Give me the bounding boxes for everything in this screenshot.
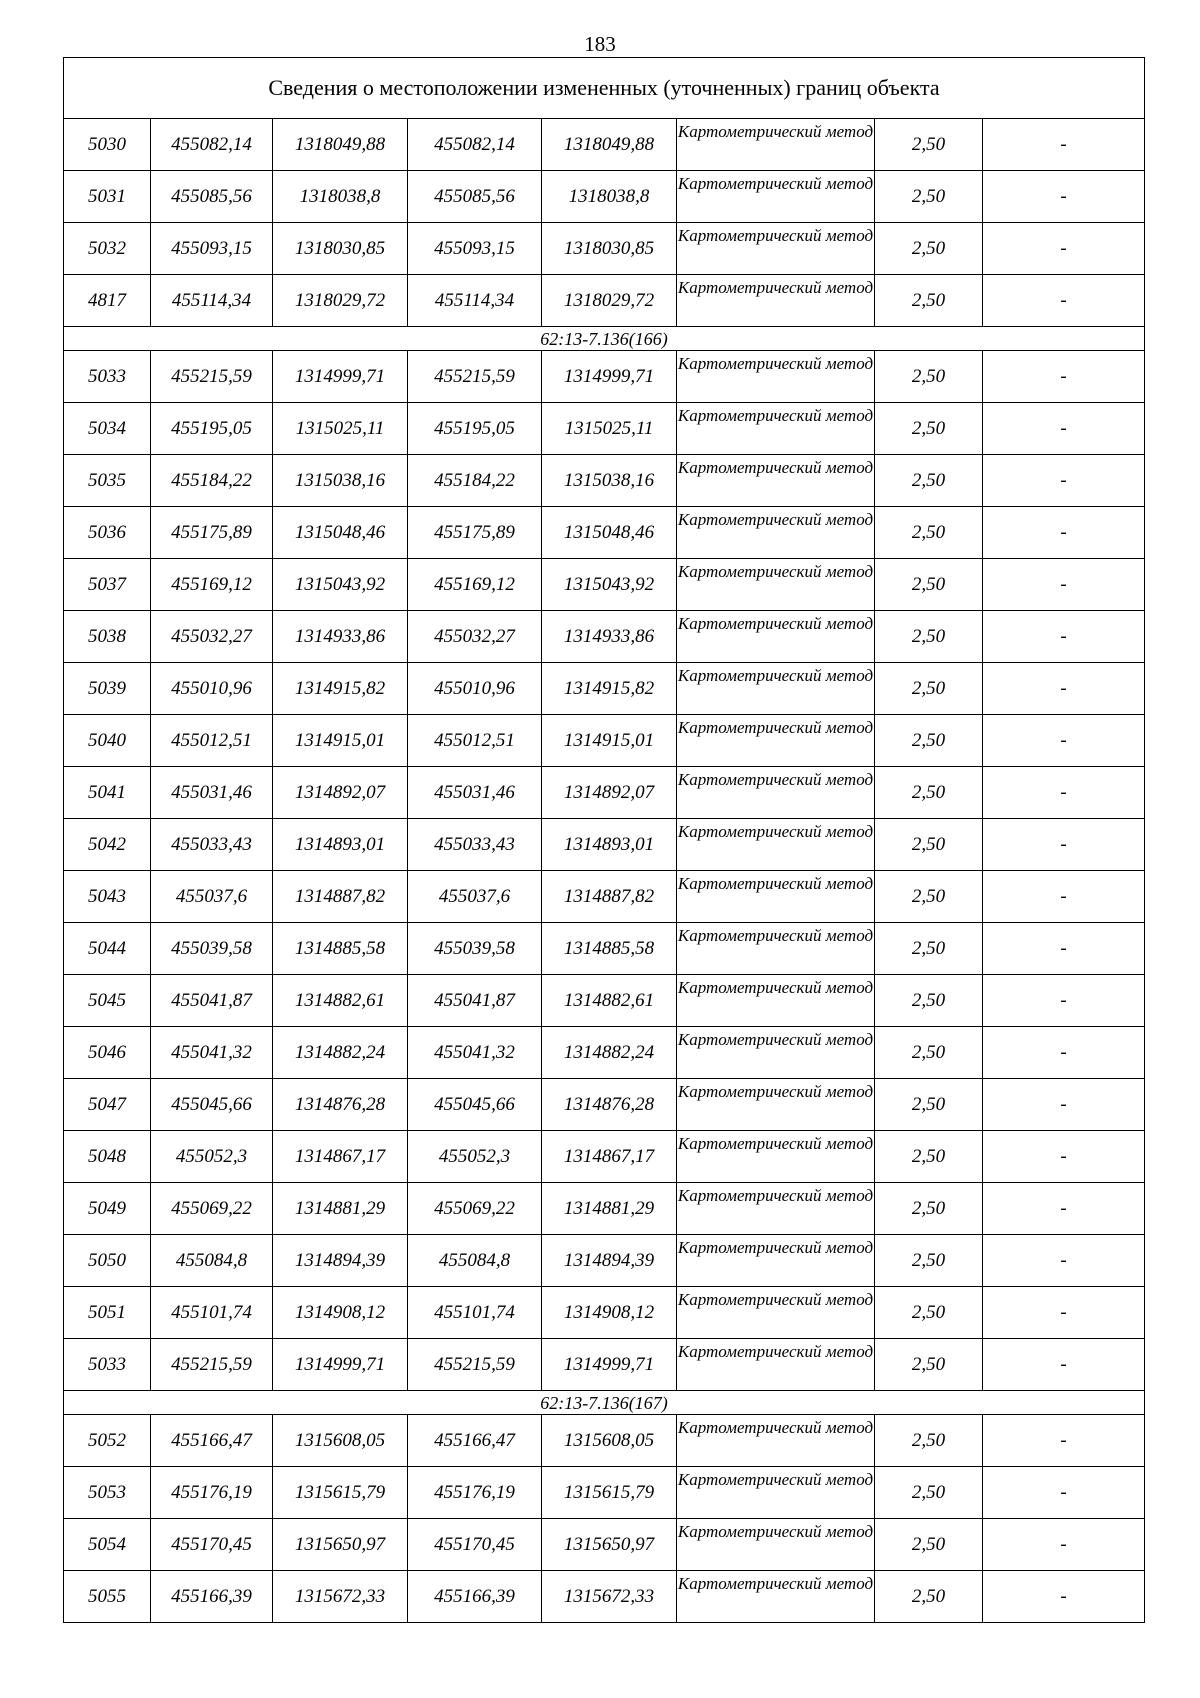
x-new-cell: 455169,12	[408, 559, 542, 611]
table-row	[64, 611, 1145, 663]
x-new-cell: 455084,8	[408, 1235, 542, 1287]
x-new-cell: 455166,47	[408, 1415, 542, 1467]
accuracy-cell: 2,50	[875, 1415, 983, 1467]
point-number-cell: 5051	[64, 1287, 151, 1339]
accuracy-cell: 2,50	[875, 1027, 983, 1079]
accuracy-cell: 2,50	[875, 1079, 983, 1131]
y-old-cell: 1314915,82	[273, 663, 408, 715]
note-cell: -	[983, 119, 1145, 171]
method-cell: Картометрический метод	[677, 663, 875, 715]
y-old-cell: 1315650,97	[273, 1519, 408, 1571]
note-cell: -	[983, 559, 1145, 611]
method-cell: Картометрический метод	[677, 1079, 875, 1131]
point-number-cell: 5038	[64, 611, 151, 663]
point-number-cell: 4817	[64, 275, 151, 327]
note-cell: -	[983, 1467, 1145, 1519]
point-number-cell: 5041	[64, 767, 151, 819]
note-cell: -	[983, 1339, 1145, 1391]
accuracy-cell: 2,50	[875, 275, 983, 327]
table-row	[64, 975, 1145, 1027]
point-number-cell: 5040	[64, 715, 151, 767]
point-number-cell: 5033	[64, 351, 151, 403]
method-cell: Картометрический метод	[677, 1027, 875, 1079]
method-cell: Картометрический метод	[677, 223, 875, 275]
method-cell: Картометрический метод	[677, 611, 875, 663]
section-row	[64, 327, 1145, 351]
point-number-cell: 5035	[64, 455, 151, 507]
note-cell: -	[983, 975, 1145, 1027]
method-cell: Картометрический метод	[677, 351, 875, 403]
table-row	[64, 455, 1145, 507]
x-new-cell: 455041,32	[408, 1027, 542, 1079]
point-number-cell: 5031	[64, 171, 151, 223]
table-row	[64, 923, 1145, 975]
x-new-cell: 455082,14	[408, 119, 542, 171]
table-row	[64, 715, 1145, 767]
section-row	[64, 1391, 1145, 1415]
x-old-cell: 455166,47	[151, 1415, 273, 1467]
note-cell: -	[983, 455, 1145, 507]
accuracy-cell: 2,50	[875, 1519, 983, 1571]
y-old-cell: 1318038,8	[273, 171, 408, 223]
y-new-cell: 1318029,72	[542, 275, 677, 327]
table-body	[64, 58, 1145, 1623]
x-new-cell: 455175,89	[408, 507, 542, 559]
note-cell: -	[983, 351, 1145, 403]
y-new-cell: 1315038,16	[542, 455, 677, 507]
x-old-cell: 455175,89	[151, 507, 273, 559]
x-old-cell: 455084,8	[151, 1235, 273, 1287]
method-cell: Картометрический метод	[677, 1415, 875, 1467]
x-old-cell: 455010,96	[151, 663, 273, 715]
method-cell: Картометрический метод	[677, 923, 875, 975]
x-new-cell: 455045,66	[408, 1079, 542, 1131]
accuracy-cell: 2,50	[875, 1235, 983, 1287]
x-old-cell: 455195,05	[151, 403, 273, 455]
table-row	[64, 403, 1145, 455]
note-cell: -	[983, 403, 1145, 455]
coordinates-sheet	[63, 57, 1144, 1623]
accuracy-cell: 2,50	[875, 171, 983, 223]
x-old-cell: 455041,32	[151, 1027, 273, 1079]
accuracy-cell: 2,50	[875, 1467, 983, 1519]
y-new-cell: 1314894,39	[542, 1235, 677, 1287]
x-new-cell: 455215,59	[408, 1339, 542, 1391]
boundary-points-table	[63, 57, 1145, 1623]
accuracy-cell: 2,50	[875, 715, 983, 767]
y-new-cell: 1315608,05	[542, 1415, 677, 1467]
y-new-cell: 1314887,82	[542, 871, 677, 923]
note-cell: -	[983, 1027, 1145, 1079]
x-old-cell: 455045,66	[151, 1079, 273, 1131]
table-row	[64, 1467, 1145, 1519]
y-new-cell: 1314915,82	[542, 663, 677, 715]
point-number-cell: 5039	[64, 663, 151, 715]
y-new-cell: 1314882,61	[542, 975, 677, 1027]
accuracy-cell: 2,50	[875, 559, 983, 611]
table-title: Сведения о местоположении измененных (уточненных) границ объекта	[64, 58, 1145, 119]
method-cell: Картометрический метод	[677, 275, 875, 327]
y-old-cell: 1314999,71	[273, 1339, 408, 1391]
note-cell: -	[983, 871, 1145, 923]
x-old-cell: 455041,87	[151, 975, 273, 1027]
x-old-cell: 455093,15	[151, 223, 273, 275]
accuracy-cell: 2,50	[875, 1287, 983, 1339]
y-new-cell: 1315615,79	[542, 1467, 677, 1519]
point-number-cell: 5043	[64, 871, 151, 923]
accuracy-cell: 2,50	[875, 403, 983, 455]
point-number-cell: 5036	[64, 507, 151, 559]
y-old-cell: 1314876,28	[273, 1079, 408, 1131]
x-old-cell: 455166,39	[151, 1571, 273, 1623]
y-old-cell: 1314887,82	[273, 871, 408, 923]
y-new-cell: 1318038,8	[542, 171, 677, 223]
point-number-cell: 5053	[64, 1467, 151, 1519]
x-new-cell: 455039,58	[408, 923, 542, 975]
x-old-cell: 455033,43	[151, 819, 273, 871]
note-cell: -	[983, 1235, 1145, 1287]
x-new-cell: 455033,43	[408, 819, 542, 871]
y-new-cell: 1314892,07	[542, 767, 677, 819]
x-new-cell: 455093,15	[408, 223, 542, 275]
accuracy-cell: 2,50	[875, 507, 983, 559]
note-cell: -	[983, 507, 1145, 559]
y-old-cell: 1314894,39	[273, 1235, 408, 1287]
point-number-cell: 5032	[64, 223, 151, 275]
y-new-cell: 1318030,85	[542, 223, 677, 275]
y-new-cell: 1314867,17	[542, 1131, 677, 1183]
method-cell: Картометрический метод	[677, 403, 875, 455]
x-new-cell: 455176,19	[408, 1467, 542, 1519]
accuracy-cell: 2,50	[875, 923, 983, 975]
y-new-cell: 1314885,58	[542, 923, 677, 975]
method-cell: Картометрический метод	[677, 455, 875, 507]
section-label: 62:13-7.136(166)	[64, 327, 1145, 351]
table-row	[64, 1027, 1145, 1079]
note-cell: -	[983, 715, 1145, 767]
y-old-cell: 1315608,05	[273, 1415, 408, 1467]
x-new-cell: 455170,45	[408, 1519, 542, 1571]
table-row	[64, 1339, 1145, 1391]
note-cell: -	[983, 275, 1145, 327]
y-old-cell: 1314893,01	[273, 819, 408, 871]
point-number-cell: 5046	[64, 1027, 151, 1079]
accuracy-cell: 2,50	[875, 1183, 983, 1235]
y-new-cell: 1314999,71	[542, 1339, 677, 1391]
y-old-cell: 1315038,16	[273, 455, 408, 507]
accuracy-cell: 2,50	[875, 819, 983, 871]
point-number-cell: 5044	[64, 923, 151, 975]
note-cell: -	[983, 663, 1145, 715]
note-cell: -	[983, 223, 1145, 275]
x-old-cell: 455101,74	[151, 1287, 273, 1339]
note-cell: -	[983, 1183, 1145, 1235]
y-old-cell: 1315048,46	[273, 507, 408, 559]
x-new-cell: 455184,22	[408, 455, 542, 507]
point-number-cell: 5030	[64, 119, 151, 171]
table-row	[64, 1415, 1145, 1467]
accuracy-cell: 2,50	[875, 1131, 983, 1183]
table-row	[64, 1079, 1145, 1131]
note-cell: -	[983, 171, 1145, 223]
x-new-cell: 455114,34	[408, 275, 542, 327]
x-old-cell: 455169,12	[151, 559, 273, 611]
y-old-cell: 1314867,17	[273, 1131, 408, 1183]
y-old-cell: 1315043,92	[273, 559, 408, 611]
table-row	[64, 1235, 1145, 1287]
method-cell: Картометрический метод	[677, 1131, 875, 1183]
method-cell: Картометрический метод	[677, 1235, 875, 1287]
note-cell: -	[983, 1571, 1145, 1623]
y-new-cell: 1315025,11	[542, 403, 677, 455]
table-row	[64, 559, 1145, 611]
accuracy-cell: 2,50	[875, 663, 983, 715]
y-old-cell: 1315025,11	[273, 403, 408, 455]
table-row	[64, 171, 1145, 223]
table-row	[64, 663, 1145, 715]
y-new-cell: 1315650,97	[542, 1519, 677, 1571]
x-old-cell: 455085,56	[151, 171, 273, 223]
point-number-cell: 5048	[64, 1131, 151, 1183]
x-new-cell: 455012,51	[408, 715, 542, 767]
x-new-cell: 455010,96	[408, 663, 542, 715]
table-row	[64, 1287, 1145, 1339]
point-number-cell: 5050	[64, 1235, 151, 1287]
y-new-cell: 1315043,92	[542, 559, 677, 611]
y-new-cell: 1314881,29	[542, 1183, 677, 1235]
y-old-cell: 1314999,71	[273, 351, 408, 403]
accuracy-cell: 2,50	[875, 767, 983, 819]
point-number-cell: 5042	[64, 819, 151, 871]
table-row	[64, 119, 1145, 171]
x-old-cell: 455114,34	[151, 275, 273, 327]
y-old-cell: 1318049,88	[273, 119, 408, 171]
method-cell: Картометрический метод	[677, 1183, 875, 1235]
note-cell: -	[983, 1519, 1145, 1571]
point-number-cell: 5055	[64, 1571, 151, 1623]
note-cell: -	[983, 1079, 1145, 1131]
note-cell: -	[983, 611, 1145, 663]
y-new-cell: 1314882,24	[542, 1027, 677, 1079]
method-cell: Картометрический метод	[677, 119, 875, 171]
x-old-cell: 455176,19	[151, 1467, 273, 1519]
table-title-row	[64, 58, 1145, 119]
note-cell: -	[983, 1287, 1145, 1339]
table-row	[64, 1519, 1145, 1571]
x-new-cell: 455085,56	[408, 171, 542, 223]
method-cell: Картометрический метод	[677, 1287, 875, 1339]
y-old-cell: 1318029,72	[273, 275, 408, 327]
y-old-cell: 1318030,85	[273, 223, 408, 275]
table-row	[64, 275, 1145, 327]
method-cell: Картометрический метод	[677, 819, 875, 871]
x-new-cell: 455031,46	[408, 767, 542, 819]
x-new-cell: 455032,27	[408, 611, 542, 663]
page-number: 183	[584, 32, 616, 56]
method-cell: Картометрический метод	[677, 1571, 875, 1623]
x-old-cell: 455012,51	[151, 715, 273, 767]
point-number-cell: 5047	[64, 1079, 151, 1131]
y-old-cell: 1315615,79	[273, 1467, 408, 1519]
y-new-cell: 1318049,88	[542, 119, 677, 171]
x-new-cell: 455166,39	[408, 1571, 542, 1623]
y-old-cell: 1314933,86	[273, 611, 408, 663]
table-row	[64, 507, 1145, 559]
x-new-cell: 455069,22	[408, 1183, 542, 1235]
x-new-cell: 455041,87	[408, 975, 542, 1027]
point-number-cell: 5045	[64, 975, 151, 1027]
x-old-cell: 455032,27	[151, 611, 273, 663]
y-old-cell: 1314915,01	[273, 715, 408, 767]
y-old-cell: 1314881,29	[273, 1183, 408, 1235]
method-cell: Картометрический метод	[677, 1519, 875, 1571]
y-new-cell: 1315672,33	[542, 1571, 677, 1623]
y-old-cell: 1314885,58	[273, 923, 408, 975]
note-cell: -	[983, 923, 1145, 975]
y-new-cell: 1314999,71	[542, 351, 677, 403]
accuracy-cell: 2,50	[875, 119, 983, 171]
y-old-cell: 1314882,61	[273, 975, 408, 1027]
accuracy-cell: 2,50	[875, 455, 983, 507]
x-old-cell: 455031,46	[151, 767, 273, 819]
point-number-cell: 5049	[64, 1183, 151, 1235]
method-cell: Картометрический метод	[677, 767, 875, 819]
x-old-cell: 455215,59	[151, 351, 273, 403]
x-old-cell: 455037,6	[151, 871, 273, 923]
accuracy-cell: 2,50	[875, 871, 983, 923]
y-new-cell: 1314908,12	[542, 1287, 677, 1339]
x-new-cell: 455037,6	[408, 871, 542, 923]
y-new-cell: 1315048,46	[542, 507, 677, 559]
accuracy-cell: 2,50	[875, 611, 983, 663]
y-old-cell: 1314908,12	[273, 1287, 408, 1339]
method-cell: Картометрический метод	[677, 171, 875, 223]
table-row	[64, 819, 1145, 871]
method-cell: Картометрический метод	[677, 1467, 875, 1519]
accuracy-cell: 2,50	[875, 223, 983, 275]
method-cell: Картометрический метод	[677, 559, 875, 611]
y-old-cell: 1314892,07	[273, 767, 408, 819]
method-cell: Картометрический метод	[677, 1339, 875, 1391]
section-label: 62:13-7.136(167)	[64, 1391, 1145, 1415]
point-number-cell: 5052	[64, 1415, 151, 1467]
table-row	[64, 871, 1145, 923]
method-cell: Картометрический метод	[677, 871, 875, 923]
note-cell: -	[983, 1131, 1145, 1183]
point-number-cell: 5034	[64, 403, 151, 455]
x-new-cell: 455052,3	[408, 1131, 542, 1183]
x-new-cell: 455215,59	[408, 351, 542, 403]
accuracy-cell: 2,50	[875, 1339, 983, 1391]
y-old-cell: 1315672,33	[273, 1571, 408, 1623]
method-cell: Картометрический метод	[677, 715, 875, 767]
x-old-cell: 455184,22	[151, 455, 273, 507]
x-old-cell: 455069,22	[151, 1183, 273, 1235]
table-row	[64, 1183, 1145, 1235]
table-row	[64, 1571, 1145, 1623]
x-new-cell: 455101,74	[408, 1287, 542, 1339]
x-old-cell: 455039,58	[151, 923, 273, 975]
table-row	[64, 223, 1145, 275]
accuracy-cell: 2,50	[875, 975, 983, 1027]
point-number-cell: 5054	[64, 1519, 151, 1571]
point-number-cell: 5037	[64, 559, 151, 611]
method-cell: Картометрический метод	[677, 975, 875, 1027]
note-cell: -	[983, 1415, 1145, 1467]
method-cell: Картометрический метод	[677, 507, 875, 559]
x-old-cell: 455170,45	[151, 1519, 273, 1571]
y-new-cell: 1314915,01	[542, 715, 677, 767]
y-new-cell: 1314933,86	[542, 611, 677, 663]
table-row	[64, 351, 1145, 403]
table-row	[64, 767, 1145, 819]
x-new-cell: 455195,05	[408, 403, 542, 455]
x-old-cell: 455052,3	[151, 1131, 273, 1183]
accuracy-cell: 2,50	[875, 1571, 983, 1623]
y-new-cell: 1314893,01	[542, 819, 677, 871]
point-number-cell: 5033	[64, 1339, 151, 1391]
x-old-cell: 455215,59	[151, 1339, 273, 1391]
y-new-cell: 1314876,28	[542, 1079, 677, 1131]
note-cell: -	[983, 819, 1145, 871]
accuracy-cell: 2,50	[875, 351, 983, 403]
y-old-cell: 1314882,24	[273, 1027, 408, 1079]
note-cell: -	[983, 767, 1145, 819]
table-row	[64, 1131, 1145, 1183]
x-old-cell: 455082,14	[151, 119, 273, 171]
